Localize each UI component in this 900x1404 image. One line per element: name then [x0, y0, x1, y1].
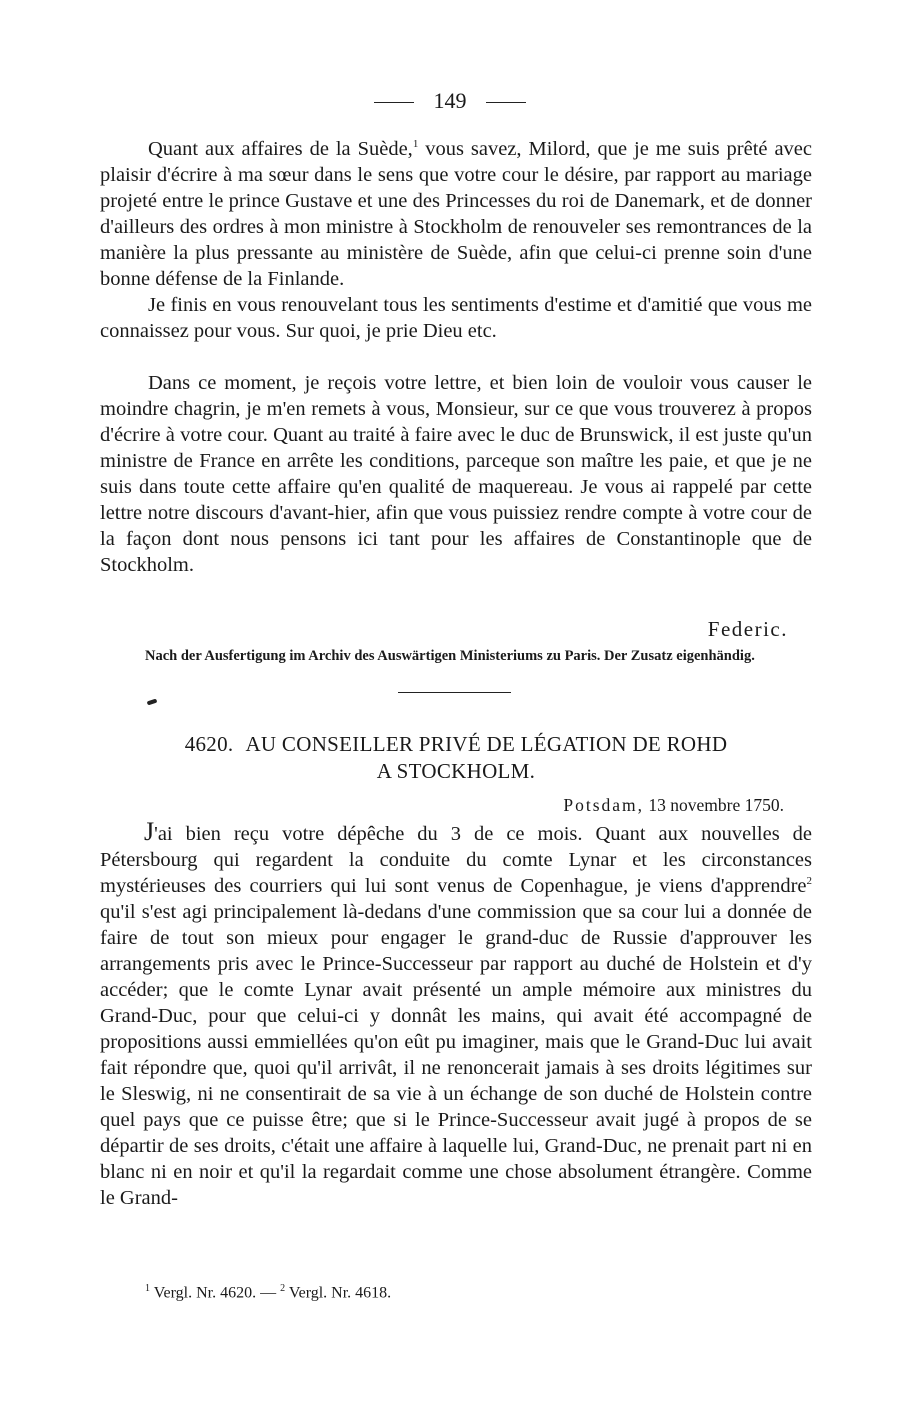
section-divider	[398, 692, 511, 693]
letter-title-line-2: A STOCKHOLM.	[376, 759, 536, 783]
footnote-2-mark: 2	[280, 1283, 286, 1294]
letter-heading-line-1	[100, 731, 812, 758]
footnote-1-mark: 1	[145, 1283, 150, 1294]
page-header	[0, 88, 900, 114]
intro-paragraph-1-rest: vous savez, Milord, que je me suis prêté avec plaisir d'écrire à ma sœur dans le sens que votre cour le désire, par rapport au mariage projeté entre le prince Gustave et une des Princesses du roi de Danemark, et de donner d'ailleurs des ordres à mon ministre à Stockholm de renouveler ses remontrances de la manière la plus pressante au ministère de Suède, afin que celui-ci prenne soin d'une bonne défense de la Finlande.	[100, 138, 812, 290]
dateline-place: Potsdam,	[563, 795, 645, 815]
header-dash-left	[374, 102, 414, 103]
header-dash-right	[486, 102, 526, 103]
intro-paragraph-2: Je finis en vous renouvelant tous les sentiments d'estime et d'amitié que vous me connaissez pour vous. Sur quoi, je prie Dieu etc.	[100, 294, 812, 342]
page-number: 149	[433, 88, 467, 113]
dateline	[563, 795, 784, 816]
dateline-date: 13 novembre 1750.	[648, 795, 784, 815]
source-note: Nach der Ausfertigung im Archiv des Auswärtigen Ministeriums zu Paris. Der Zusatz eigenhändig.	[145, 648, 755, 664]
intro-paragraph-1-start: Quant aux affaires de la Suède,	[148, 138, 413, 160]
footnote-2-text: Vergl. Nr. 4618.	[288, 1284, 392, 1302]
signature: Federic.	[707, 617, 788, 641]
letter-heading	[100, 731, 812, 785]
footnotes	[145, 1283, 391, 1302]
footnote-mark-2: 2	[806, 875, 812, 888]
ink-mark	[147, 699, 158, 706]
letter-body-part-1: 'ai bien reçu votre dépêche du 3 de ce mois. Quant aux nouvelles de Pétersbourg qui regardent la conduite du comte Lynar et les circonstances mystérieuses des courriers qui lui sont venus de Copenhague, je viens d'apprendre	[100, 823, 812, 897]
footnote-1-text: Vergl. Nr. 4620. —	[153, 1284, 277, 1302]
letter-title-line-1: AU CONSEILLER PRIVÉ DE LÉGATION DE ROHD	[245, 732, 728, 756]
letter-body	[100, 819, 812, 1211]
intro-text	[100, 136, 812, 578]
letter-dropcap: J	[144, 817, 155, 846]
postscript-paragraph: Dans ce moment, je reçois votre lettre, et bien loin de vouloir vous causer le moindre chagrin, je m'en remets à vous, Monsieur, sur ce que vous trouverez à propos d'écrire à votre cour. Quant au traité à faire avec le duc de Brunswick, il est juste qu'un ministre de France en arrête les conditions, parceque son maître les paie, et que je ne suis dans toute cette affaire qu'en qualité de maquereau. Je vous ai rappelé par cette lettre notre discours d'avant-hier, afin que vous puissiez rendre compte à votre cour de la façon dont nous pensons ici tant pour les affaires de Constantinople que de Stockholm.	[100, 372, 812, 576]
letter-body-part-2: qu'il s'est agi principalement là-dedans d'une commission que sa cour lui a donnée de faire de tout son mieux pour engager le grand-duc de Russie d'approuver les arrangements pris avec le Prince-Successeur par rapport au duché de Holstein et d'y accéder; que le comte Lynar avait présenté un ample mémoire aux ministres du Grand-Duc, pour que celui-ci y donnât les mains, qui avait été accompagné de propositions aussi emmiellées qu'on eût pu imaginer, mais que le Grand-Duc lui avait fait répondre que, quoi qu'il arrivât, il ne renoncerait jamais à ses droits légitimes sur le Sleswig, ni ne consentirait de sa vie à un échange de son duché de Holstein contre quel pays que ce puisse être; que si le Prince-Successeur avait jugé à propos de se départir de ses droits, c'était une affaire à laquelle lui, Grand-Duc, ne prenait part ni en blanc ni en noir et qu'il la regardait comme une chose absolument étrangère. Comme le Grand-	[100, 901, 812, 1209]
intro-paragraph-1	[100, 136, 812, 292]
letter-number: 4620.	[184, 732, 234, 756]
letter-paragraph	[100, 819, 812, 1211]
footnote-mark-1: 1	[412, 138, 419, 151]
